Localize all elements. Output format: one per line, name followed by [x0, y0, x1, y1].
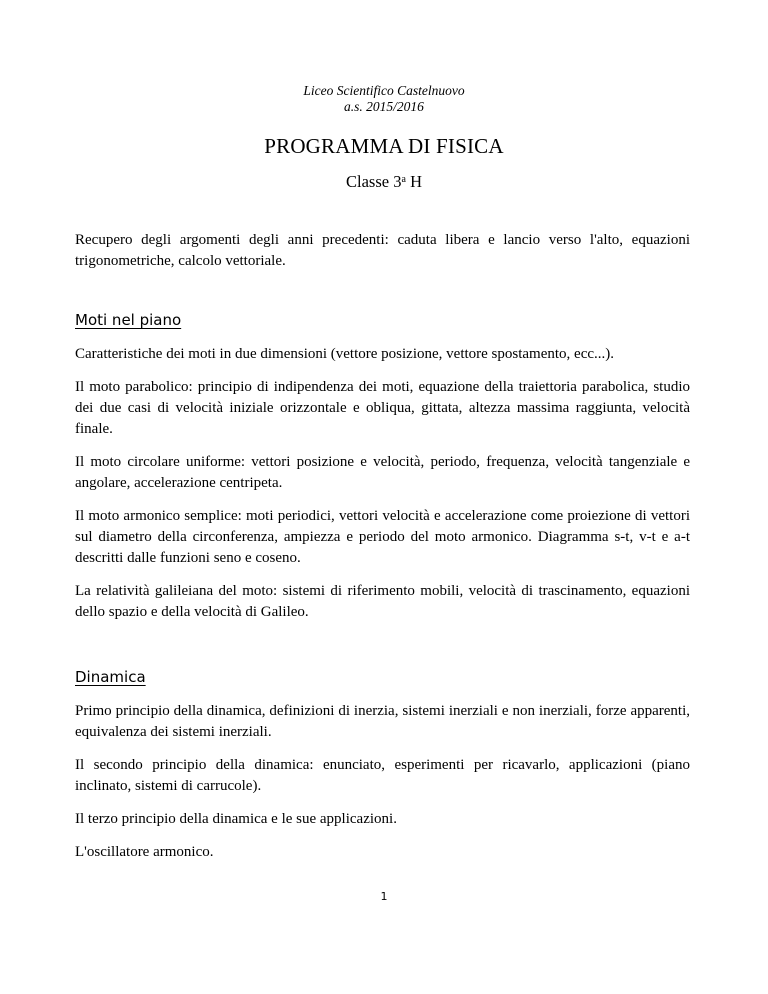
page-title: PROGRAMMA DI FISICA — [264, 134, 504, 158]
class-suffix: H — [405, 172, 422, 191]
paragraph: Il secondo principio della dinamica: enunciato, esperimenti per ricavarlo, applicazioni (piano inclinato, sistemi di carrucole). — [75, 757, 690, 794]
document-body — [75, 230, 690, 875]
paragraph: Caratteristiche dei moti in due dimensioni (vettore posizione, vettore spostamento, ecc...). — [75, 346, 615, 362]
intro-paragraph: Recupero degli argomenti degli anni precedenti: caduta libera e lancio verso l'alto, equazioni trigonometriche, calcolo vettoriale. — [75, 232, 690, 269]
school-name: Liceo Scientifico Castelnuovo — [303, 83, 465, 98]
section-heading: Moti nel piano — [75, 311, 182, 329]
paragraph: Il moto armonico semplice: moti periodici, vettori velocità e accelerazione come proiezione di vettori sul diametro della circonferenza, ampiezza e periodo del moto armonico. Diagramma s-t, v-t e a-t descritti dalle funzioni seno e coseno. — [75, 508, 690, 566]
page-number: 1 — [380, 890, 388, 903]
paragraph: Il moto parabolico: principio di indipendenza dei moti, equazione della traiettoria parabolica, studio dei due casi di velocità iniziale orizzontale e obliqua, gittata, altezza massima raggiunta, velocità finale. — [75, 379, 690, 437]
school-year: a.s. 2015/2016 — [344, 99, 424, 114]
class-superscript: a — [401, 174, 406, 185]
class-prefix: Classe 3 — [346, 172, 402, 191]
paragraph: Primo principio della dinamica, definizioni di inerzia, sistemi inerziali e non inerziali, forze apparenti, equivalenza dei sistemi inerziali. — [75, 703, 690, 740]
paragraph: Il moto circolare uniforme: vettori posizione e velocità, periodo, frequenza, velocità tangenziale e angolare, accelerazione centripeta. — [75, 454, 690, 491]
paragraph: L'oscillatore armonico. — [75, 844, 214, 860]
class-label — [0, 172, 768, 192]
section-moti-nel-piano — [75, 310, 690, 623]
section-dinamica — [75, 667, 690, 863]
paragraph: Il terzo principio della dinamica e le sue applicazioni. — [75, 811, 397, 827]
section-heading: Dinamica — [75, 668, 146, 686]
paragraph: La relatività galileiana del moto: sistemi di riferimento mobili, velocità di trascinamento, equazioni dello spazio e della velocità di Galileo. — [75, 583, 690, 620]
